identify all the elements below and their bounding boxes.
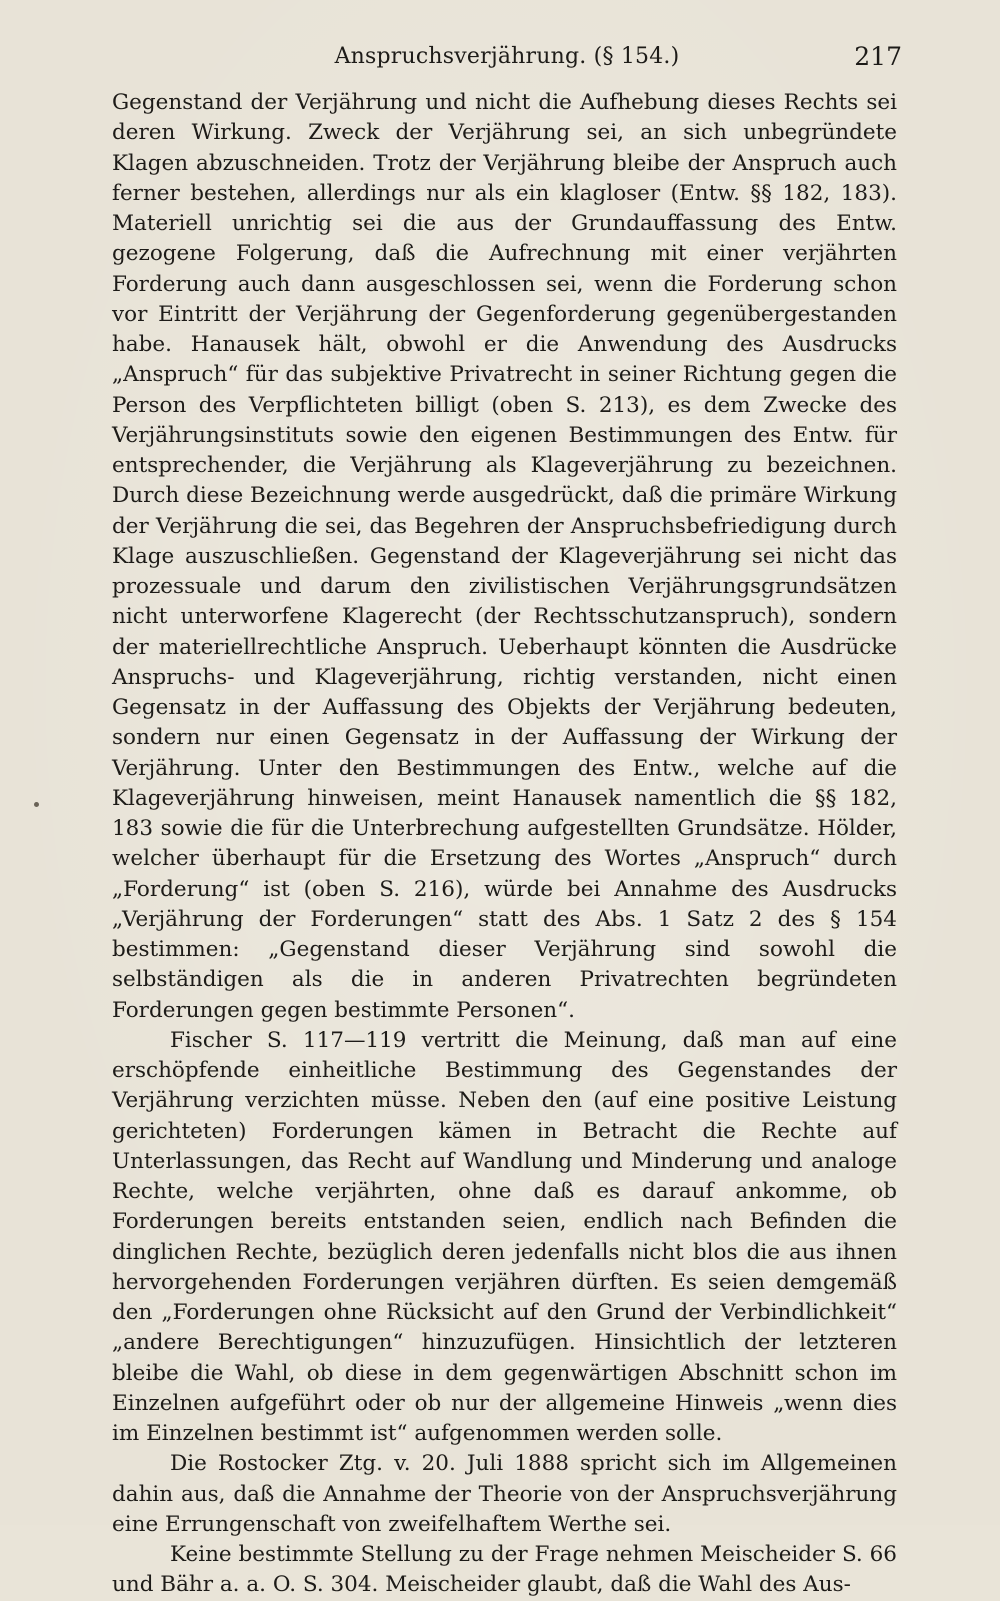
paragraph-2: Fischer S. 117—119 vertritt die Meinung, daß man auf eine erschöpfende einheitliche Bestimmung des Gegenstandes der Verjährung verzichten müsse. Neben den (auf eine positive Leistung gerichteten) Forderungen kämen in Betracht die Rechte auf Unterlassungen, das Recht auf Wandlung und Minderung und analoge Rechte, welche verjährten, ohne daß es darauf ankomme, ob Forderungen bereits entstanden seien, endlich nach Befinden die dinglichen Rechte, bezüglich deren jedenfalls nicht blos die aus ihnen hervorgehenden Forderungen verjähren dürften. Es seien demgemäß den „Forderungen ohne Rücksicht auf den Grund der Verbindlichkeit“ „andere Berechtigungen“ hinzuzufügen. Hinsichtlich der letzteren bleibe die Wahl, ob diese in dem gegenwärtigen Abschnitt schon im Einzelnen aufgeführt oder ob nur der allgemeine Hinweis „wenn dies im Einzelnen bestimmt ist“ aufgenommen werden solle. [112, 1027, 897, 1446]
margin-dot-mark [34, 802, 39, 807]
running-title: Anspruchsverjährung. (§ 154.) [334, 44, 680, 69]
paragraph-3: Die Rostocker Ztg. v. 20. Juli 1888 spricht sich im Allgemeinen dahin aus, daß die Annahme der Theorie von der Anspruchsverjährung eine Errungenschaft von zweifelhaftem Werthe sei. [112, 1451, 897, 1537]
paragraph-4: Keine bestimmte Stellung zu der Frage nehmen Meischeider S. 66 und Bähr a. a. O. S. 304. Meischeider glaubt, daß die Wahl des Aus- [112, 1542, 897, 1598]
body-text [112, 88, 897, 1601]
paragraph-1: Gegenstand der Verjährung und nicht die Aufhebung dieses Rechts sei deren Wirkung. Zweck der Verjährung sei, an sich unbegründete Klagen abzuschneiden. Trotz der Verjährung bleibe der Anspruch auch ferner bestehen, allerdings nur als ein klagloser (Entw. §§ 182, 183). Materiell unrichtig sei die aus der Grundauffassung des Entw. gezogene Folgerung, daß die Aufrechnung mit einer verjährten Forderung auch dann ausgeschlossen sei, wenn die Forderung schon vor Eintritt der Verjährung der Gegenforderung gegenübergestanden habe. Hanausek hält, obwohl er die Anwendung des Ausdrucks „Anspruch“ für das subjektive Privatrecht in seiner Richtung gegen die Person des Verpflichteten billigt (oben S. 213), es dem Zwecke des Verjährungsinstituts sowie den eigenen Bestimmungen des Entw. für entsprechender, die Verjährung als Klageverjährung zu bezeichnen. Durch diese Bezeichnung werde ausgedrückt, daß die primäre Wirkung der Verjährung die sei, das Begehren der Anspruchsbefriedigung durch Klage auszuschließen. Gegenstand der Klageverjährung sei nicht das prozessuale und darum den zivilistischen Verjährungsgrundsätzen nicht unterworfene Klagerecht (der Rechtsschutzanspruch), sondern der materiellrechtliche Anspruch. Ueberhaupt könnten die Ausdrücke Anspruchs- und Klageverjährung, richtig verstanden, nicht einen Gegensatz in der Auffassung des Objekts der Verjährung bedeuten, sondern nur einen Gegensatz in der Auffassung der Wirkung der Verjährung. Unter den Bestimmungen des Entw., welche auf die Klageverjährung hinweisen, meint Hanausek namentlich die §§ 182, 183 sowie die für die Unterbrechung aufgestellten Grundsätze. Hölder, welcher überhaupt für die Ersetzung des Wortes „Anspruch“ durch „Forderung“ ist (oben S. 216), würde bei Annahme des Ausdrucks „Verjährung der Forderungen“ statt des Abs. 1 Satz 2 des § 154 bestimmen: „Gegenstand dieser Verjährung sind sowohl die selbständigen als die in anderen Privatrechten begründeten Forderungen gegen bestimmte Personen“. [112, 90, 897, 1023]
running-head [112, 38, 902, 74]
page-number: 217 [854, 42, 902, 71]
show-through-shadow [904, 960, 992, 1000]
